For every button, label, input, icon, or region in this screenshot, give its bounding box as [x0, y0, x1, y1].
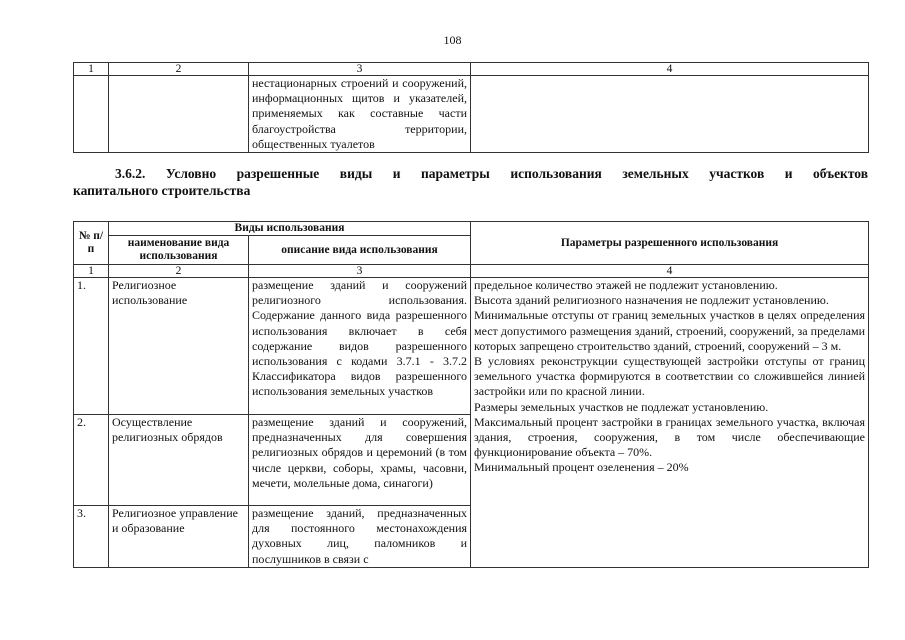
- column-number: 1: [74, 63, 109, 76]
- section-heading: [73, 165, 868, 199]
- use-name: Религиозное использование: [109, 278, 249, 415]
- column-number: 3: [249, 265, 471, 278]
- parameter-line: Размеры земельных участков не подлежат установлению.: [474, 399, 769, 414]
- table-cell: [471, 76, 869, 153]
- column-number-row: [74, 63, 869, 76]
- table-cell: [74, 76, 109, 153]
- header-name: наименование вида использования: [109, 236, 249, 265]
- column-number: 2: [109, 63, 249, 76]
- table-cell: нестационарных строений и сооружений, информационных щитов и указателей, применяемых как составные части благоустройства территории, общественных туалетов: [249, 76, 471, 153]
- row-number: 2.: [74, 415, 109, 506]
- table-cell: [109, 76, 249, 153]
- column-number: 4: [471, 63, 869, 76]
- land-use-table: [73, 221, 869, 568]
- header-group: Виды использования: [109, 222, 471, 236]
- parameter-line: В условиях реконструкции существующей застройки отступы от границ земельного участка формируются в соответствии со сложившейся линией застройки или по красной линии.: [474, 354, 866, 399]
- header-number: № п/п: [74, 222, 109, 265]
- parameter-line: предельное количество этажей не подлежит установлению.: [474, 278, 778, 292]
- use-name: Религиозное управление и образование: [109, 506, 249, 568]
- use-parameters: [471, 278, 869, 568]
- column-number: 4: [471, 265, 869, 278]
- use-name: Осуществление религиозных обрядов: [109, 415, 249, 506]
- use-description: размещение зданий и сооружений религиозного использования. Содержание данного вида разрешенного использования включает в себя содержание видов разрешенного использования с кодами 3.7.1 - 3.7.2 Классификатора видов разрешенного использования земельных участков: [249, 278, 471, 415]
- parameter-line: Минимальный процент озеленения – 20%: [474, 460, 689, 475]
- table-row: [74, 278, 869, 415]
- column-number: 3: [249, 63, 471, 76]
- section-heading-line: 3.6.2. Условно разрешенные виды и параметры использования земельных участков и объектов: [115, 166, 868, 181]
- use-description: размещение зданий и сооружений, предназначенных для совершения религиозных обрядов и церемоний (в том числе церкви, соборы, храмы, часовни, мечети, молельные дома, синагоги): [249, 415, 471, 506]
- column-number: 2: [109, 265, 249, 278]
- header-row: [74, 222, 869, 236]
- use-description: размещение зданий, предназначенных для постоянного местонахождения духовных лиц, паломников и послушников в связи с: [249, 506, 471, 568]
- continued-table: [73, 62, 869, 153]
- column-number: 1: [74, 265, 109, 278]
- row-number: 3.: [74, 506, 109, 568]
- row-number: 1.: [74, 278, 109, 415]
- parameter-line: Минимальные отступы от границ земельных участков в целях определения мест допустимого размещения зданий, строений, сооружений, за пределами которых запрещено строительство зданий, строений, сооружений – 3 м.: [474, 308, 866, 353]
- parameter-line: Высота зданий религиозного назначения не подлежит установлению.: [474, 293, 829, 308]
- header-params: Параметры разрешенного использования: [471, 222, 869, 265]
- page-number: 108: [443, 33, 462, 47]
- table-row: [74, 76, 869, 153]
- section-heading-line: капитального строительства: [73, 183, 251, 198]
- header-description: описание вида использования: [249, 236, 471, 265]
- column-number-row: [74, 265, 869, 278]
- parameter-line: Максимальный процент застройки в границах земельного участка, включая здания, строения, сооружения, в том числе обеспечивающие функционирование объекта – 70%.: [474, 414, 866, 460]
